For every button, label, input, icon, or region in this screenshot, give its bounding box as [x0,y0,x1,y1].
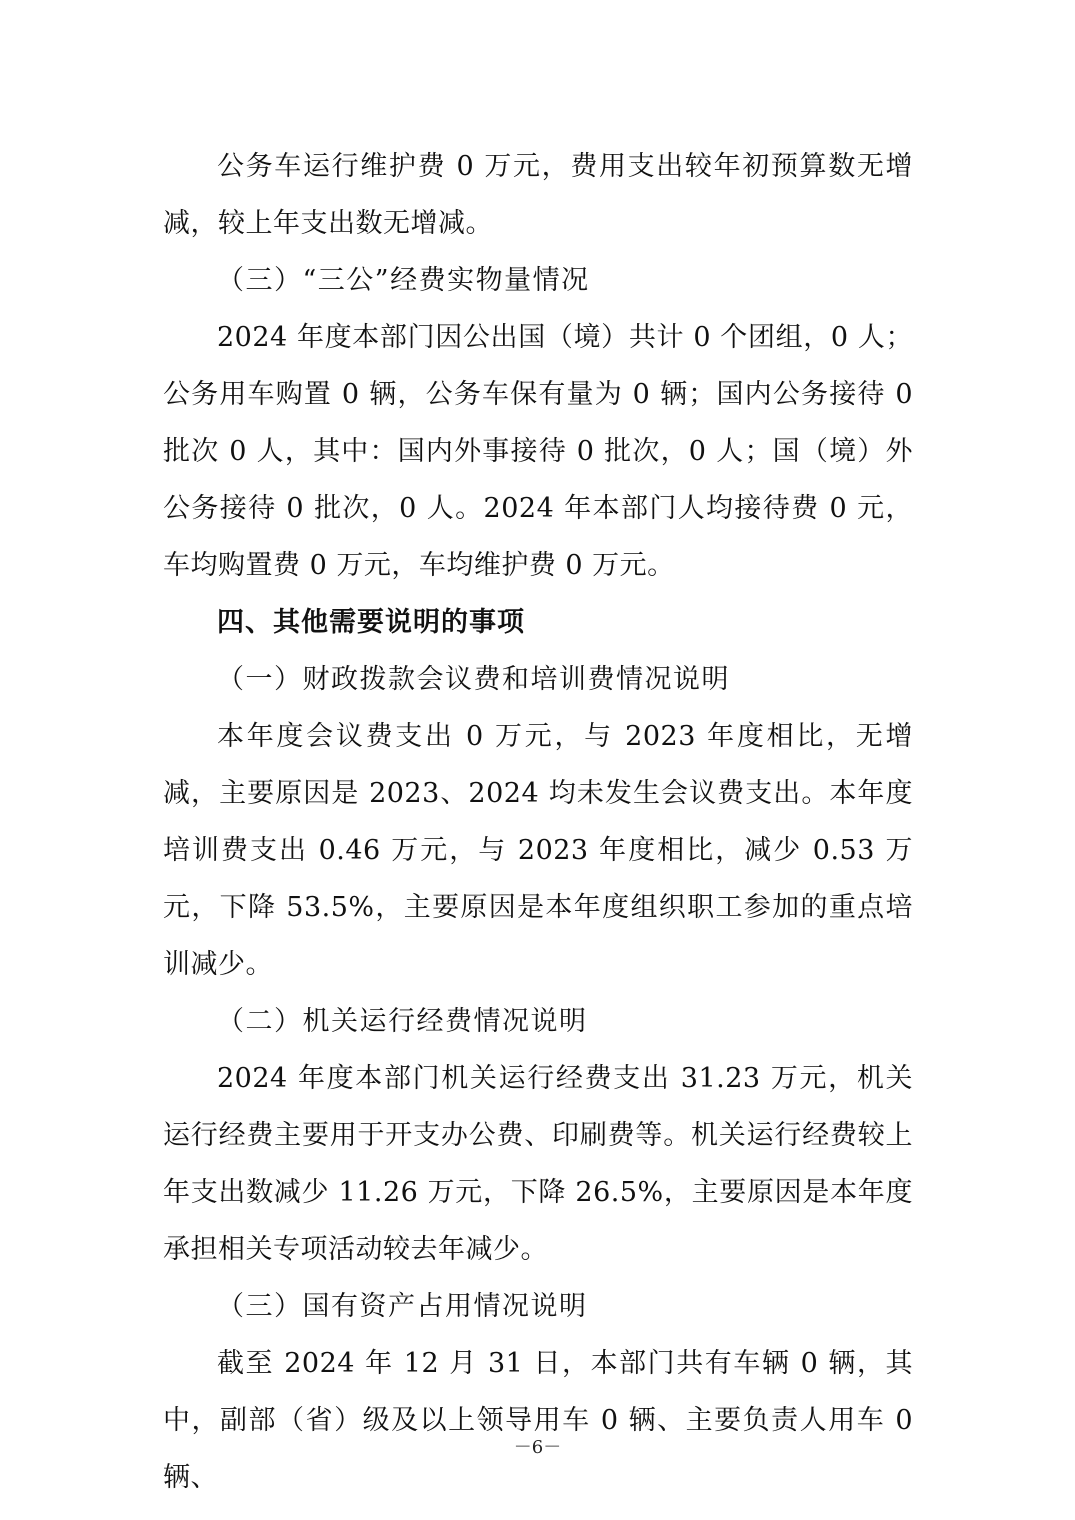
paragraph-operating-expenses: 2024 年度本部门机关运行经费支出 31.23 万元，机关运行经费主要用于开支办公费、印刷费等。机关运行经费较上年支出数减少 11.26 万元，下降 26.5%，主要原因是本年度承担相关专项活动较去年减少。 [163,1063,913,1265]
heading-meeting-training: （一）财政拨款会议费和培训费情况说明 [217,664,730,695]
heading-operating-expenses: （二）机关运行经费情况说明 [217,1006,588,1037]
paragraph-state-assets: 截至 2024 年 12 月 31 日，本部门共有车辆 0 辆，其中，副部（省）级及以上领导用车 0 辆、主要负责人用车 0 辆、 [163,1348,913,1493]
paragraph-sangong-physical: 2024 年度本部门因公出国（境）共计 0 个团组，0 人；公务用车购置 0 辆，公务车保有量为 0 辆；国内公务接待 0 批次 0 人，其中：国内外事接待 0 批次，0 人；国（境）外公务接待 0 批次，0 人。2024 年本部门人均接待费 0 元，车均购置费 0 万元，车均维护费 0 万元。 [163,322,913,581]
heading-state-assets: （三）国有资产占用情况说明 [217,1291,588,1322]
document-body [163,138,913,1506]
heading-section-four: 四、其他需要说明的事项 [217,607,525,638]
paragraph-vehicle-maintenance: 公务车运行维护费 0 万元，费用支出较年初预算数无增减，较上年支出数无增减。 [163,151,913,239]
paragraph-meeting-training: 本年度会议费支出 0 万元，与 2023 年度相比，无增减，主要原因是 2023、2024 均未发生会议费支出。本年度培训费支出 0.46 万元，与 2023 年度相比，减少 0.53 万元，下降 53.5%，主要原因是本年度组织职工参加的重点培训减少。 [163,721,913,980]
page-number: －6－ [513,1437,562,1458]
heading-sangong-physical: （三）“三公”经费实物量情况 [217,265,590,296]
